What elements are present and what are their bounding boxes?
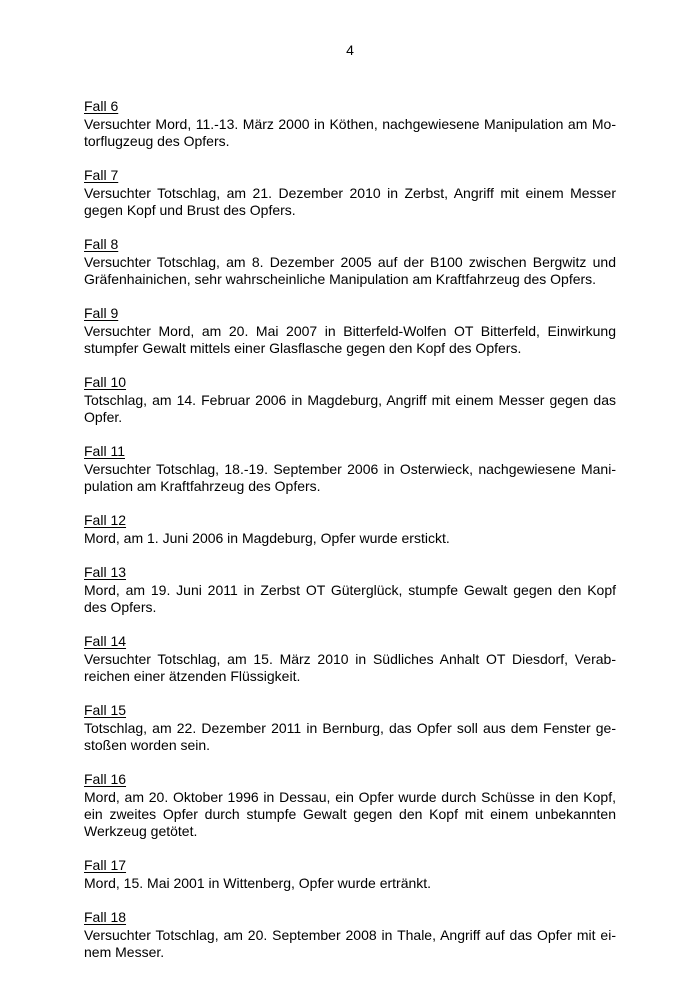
case-description: Mord, am 19. Juni 2011 in Zerbst OT Güterglück, stumpfe Gewalt gegen den Kopf des Opfers. <box>84 582 616 615</box>
case-heading: Fall 12 <box>84 512 127 528</box>
case-entry <box>84 98 616 150</box>
case-entry <box>84 236 616 288</box>
case-description: Mord, am 1. Juni 2006 in Magdeburg, Opfer wurde erstickt. <box>84 530 450 546</box>
case-entry <box>84 909 616 961</box>
case-entry <box>84 374 616 426</box>
case-entry <box>84 702 616 754</box>
case-heading: Fall 14 <box>84 633 127 649</box>
case-entry <box>84 857 616 892</box>
page-number: 4 <box>346 42 354 58</box>
case-heading: Fall 17 <box>84 857 127 873</box>
case-description: Versuchter Totschlag, am 8. Dezember 2005 auf der B100 zwischen Bergwitz und Gräfenhainichen, sehr wahrscheinliche Manipulation am Kraftfahrzeug des Opfers. <box>84 254 616 287</box>
case-description: Versuchter Totschlag, am 15. März 2010 in Südliches Anhalt OT Diesdorf, Verabreichen einer ätzenden Flüssigkeit. <box>84 651 616 684</box>
case-description: Versuchter Totschlag, 18.-19. September 2006 in Osterwieck, nachgewiesene Manipulation am Kraftfahrzeug des Opfers. <box>84 461 616 494</box>
case-heading: Fall 16 <box>84 771 127 787</box>
case-heading: Fall 13 <box>84 564 127 580</box>
case-entry <box>84 443 616 495</box>
case-entry <box>84 633 616 685</box>
case-description: Totschlag, am 22. Dezember 2011 in Bernburg, das Opfer soll aus dem Fenster gestoßen worden sein. <box>84 720 616 753</box>
case-heading: Fall 8 <box>84 236 119 252</box>
case-entry <box>84 305 616 357</box>
case-heading: Fall 15 <box>84 702 127 718</box>
case-description: Versuchter Mord, am 20. Mai 2007 in Bitterfeld-Wolfen OT Bitterfeld, Einwirkung stumpfer Gewalt mittels einer Glasflasche gegen den Kopf des Opfers. <box>84 323 616 356</box>
case-entry <box>84 564 616 616</box>
case-heading: Fall 9 <box>84 305 119 321</box>
case-description: Mord, am 20. Oktober 1996 in Dessau, ein Opfer wurde durch Schüsse in den Kopf, ein zweites Opfer durch stumpfe Gewalt gegen den Kopf mit einem unbekannten Werkzeug getötet. <box>84 789 616 839</box>
case-heading: Fall 7 <box>84 167 119 183</box>
case-heading: Fall 6 <box>84 98 119 114</box>
case-heading: Fall 10 <box>84 374 127 390</box>
case-list <box>84 98 616 978</box>
case-description: Versuchter Totschlag, am 20. September 2008 in Thale, Angriff auf das Opfer mit einem Messer. <box>84 927 616 960</box>
case-entry <box>84 512 616 547</box>
case-description: Versuchter Totschlag, am 21. Dezember 2010 in Zerbst, Angriff mit einem Messer gegen Kopf und Brust des Opfers. <box>84 185 616 218</box>
case-description: Totschlag, am 14. Februar 2006 in Magdeburg, Angriff mit einem Messer gegen das Opfer. <box>84 392 616 425</box>
case-entry <box>84 167 616 219</box>
case-entry <box>84 771 616 840</box>
case-heading: Fall 11 <box>84 443 125 459</box>
case-description: Mord, 15. Mai 2001 in Wittenberg, Opfer wurde ertränkt. <box>84 875 432 891</box>
case-heading: Fall 18 <box>84 909 127 925</box>
case-description: Versuchter Mord, 11.-13. März 2000 in Köthen, nachgewiesene Manipulation am Motorflugzeug des Opfers. <box>84 116 616 149</box>
